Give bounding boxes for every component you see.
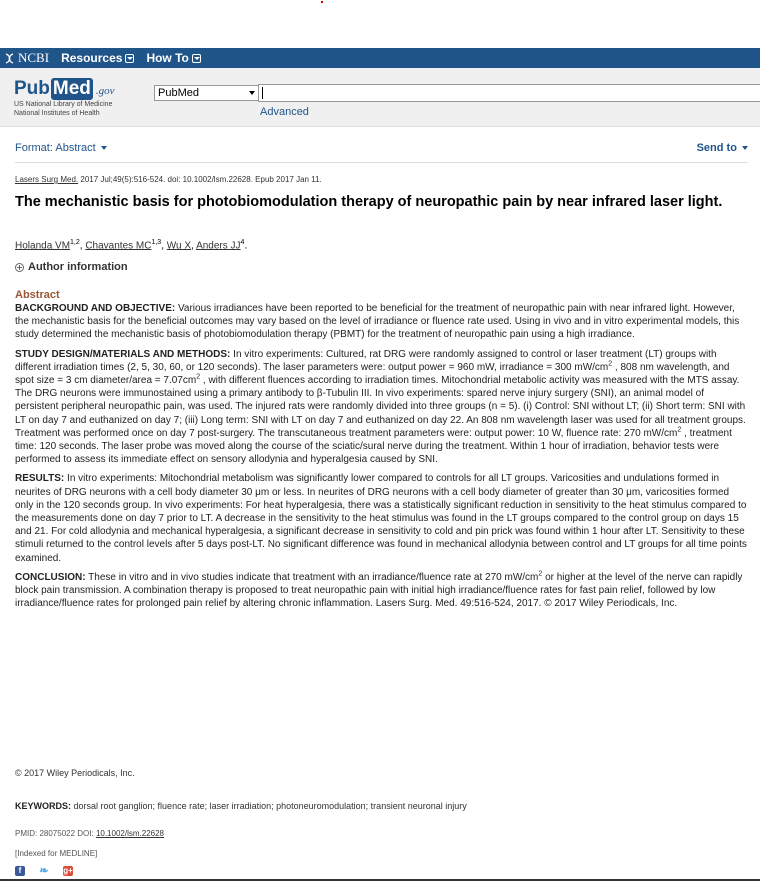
format-label: Format: bbox=[15, 142, 53, 154]
text-caret bbox=[262, 87, 263, 99]
copyright: © 2017 Wiley Periodicals, Inc. bbox=[15, 768, 135, 778]
author-link[interactable]: Wu X bbox=[166, 240, 192, 252]
format-selector[interactable] bbox=[15, 142, 107, 154]
author-list: Holanda VM$^{1,2}$, Chavantes MC$^{1,3}$, Wu X, Anders $JJ^4$. bbox=[15, 239, 248, 252]
pmid-label: PMID: 28075022 DOI: bbox=[15, 829, 96, 838]
article-title: The mechanistic basis for photobiomodulation therapy of neuropathic pain by near infrared laser light. bbox=[15, 194, 723, 210]
author-link[interactable]: Holanda VM bbox=[15, 240, 71, 252]
search-input[interactable] bbox=[258, 84, 760, 102]
section-label: CONCLUSION: bbox=[15, 571, 86, 583]
keywords bbox=[15, 801, 467, 811]
abstract-results bbox=[15, 472, 750, 564]
author-affiliation: 1,3 bbox=[151, 239, 162, 246]
search-header bbox=[0, 68, 760, 127]
howto-menu[interactable] bbox=[146, 51, 200, 65]
logo-pub: Pub bbox=[14, 78, 50, 99]
format-value: Abstract bbox=[55, 142, 96, 154]
pubmed-logo[interactable] bbox=[14, 78, 115, 118]
ncbi-logo-text: NCBI bbox=[18, 50, 50, 65]
author-information-toggle[interactable] bbox=[15, 261, 128, 273]
database-select-value: PubMed bbox=[158, 87, 199, 99]
dropdown-arrow-icon bbox=[742, 146, 748, 150]
abstract-conclusion bbox=[15, 571, 750, 611]
send-to-menu[interactable] bbox=[697, 142, 748, 154]
social-share bbox=[15, 866, 73, 876]
section-text: , with different fluences according to irradiation times. Mitochondrial metabolic activity was measured with the MTS assay. The DRG neurons were immunostained using a primary antibody to β-Tubulin III. In vivo experiments: spared nerve injury surgery (SNI), an animal model of persistent peripheral neuropathic pain, was used. The injured rats were randomly divided into three groups (n = 5). (i) Control: SNI without LT; (ii) Short term: SNI with LT on day 7 and euthanized on day 7; (iii) Long term: SNI with LT on day 7 and euthanized on day 22. An 808 nm wavelength laser was used for all treatment groups. Treatment was performed once on day 7 post-surgery. The transcutaneous treatment parameters were: output power: 10 W, fluence rate: 270 mW/cm bbox=[15, 375, 746, 439]
abstract-methods bbox=[15, 348, 750, 467]
resources-label: Resources bbox=[61, 51, 123, 65]
logo-med: Med bbox=[52, 78, 91, 99]
abstract-heading: Abstract bbox=[15, 289, 60, 301]
section-label: RESULTS: bbox=[15, 473, 65, 485]
abstract bbox=[15, 289, 750, 616]
section-text: , treatment time: 120 seconds. The laser probe was moved along the course of the sciatic/sural nerve during the treatment. Within 1 hour of irradiation, behavior tests were performed to assess its immediate effect on sensory allodynia and hyperalgesia caused by SNI. bbox=[15, 427, 732, 466]
journal-link[interactable]: Lasers Surg Med. bbox=[15, 175, 79, 184]
logo-sub-2: National Institutes of Health bbox=[14, 110, 100, 117]
database-select[interactable] bbox=[154, 85, 260, 101]
superscript: 2 bbox=[538, 570, 543, 578]
author-affiliation: 4 bbox=[240, 239, 245, 246]
author-link[interactable]: Anders JJ bbox=[196, 240, 241, 252]
section-text: These in vitro and in vivo studies indicate that treatment with an irradiance/fluence rate at 270 mW/cm bbox=[85, 571, 539, 583]
send-to-label: Send to bbox=[696, 142, 737, 154]
keywords-label: KEYWORDS: bbox=[15, 801, 71, 811]
indexed-medline: [Indexed for MEDLINE] bbox=[15, 849, 98, 858]
section-text: , 808 nm wavelength, and spot size = 3 cm diameter/area = 7.07cm bbox=[15, 361, 730, 387]
section-text: Various irradiances have been reported to be beneficial for the treatment of neuropathic pain with near infrared light. However, the mechanistic basis for the beneficial outcomes may vary based on the level of irradiance or fluence rate used. Using in vivo and in vitro experimental models, this study determined the mechanistic basis of photobiomodulation therapy (PBMT) for the treatment of neuropathic pain using a high irradiance. bbox=[15, 303, 740, 341]
pmid-doi bbox=[15, 829, 164, 838]
resources-menu[interactable] bbox=[61, 51, 134, 65]
citation-details: 2017 Jul;49(5):516-524. doi: 10.1002/lsm.22628. Epub 2017 Jan 11. bbox=[78, 175, 322, 184]
logo-sub-1: US National Library of Medicine bbox=[14, 101, 113, 108]
citation bbox=[15, 175, 322, 184]
superscript: 2 bbox=[608, 360, 613, 368]
twitter-icon[interactable]: ❧ bbox=[39, 865, 49, 877]
google-plus-icon[interactable]: g+ bbox=[63, 866, 73, 875]
ncbi-helix-icon bbox=[4, 53, 15, 64]
author-affiliation: 1,2 bbox=[70, 239, 80, 246]
superscript: 2 bbox=[196, 373, 201, 381]
section-label: STUDY DESIGN/MATERIALS AND METHODS: bbox=[15, 348, 231, 360]
section-label: BACKGROUND AND OBJECTIVE: bbox=[15, 303, 176, 314]
ncbi-bar bbox=[0, 48, 760, 68]
chevron-down-icon bbox=[125, 54, 134, 63]
dropdown-arrow-icon bbox=[249, 91, 255, 95]
section-text: In vitro experiments: Mitochondrial metabolism was significantly lower compared to controls for all LT groups. Varicosities and undulations formed in neurites of DRG neurons with a cell body diameter 30 μm or less. In neurites of DRG neurons with a cell body diameter of greater than 30 μm, varicosities formed only in the 120 seconds group. In vivo experiments: For heat hyperalgesia, there was a statistically significant reduction in sensitivity to the heat stimulus compared to the measurements done on day 7 prior to LT. A decrease in the sensitivity to the heat stimulus was found in the LT groups compared to the control group on days 15 and 21. For cold allodynia and mechanical hyperalgesia, a significant decrease in sensitivity to cold and pin prick was found within 1 hour after LT. Sensitivity to these stimuli returned to the control levels after 5 days post-LT. No significant difference was found in mechanical allodynia between control and LT groups for all time points examined. bbox=[15, 473, 747, 564]
superscript: 2 bbox=[677, 426, 682, 434]
ncbi-logo[interactable] bbox=[4, 50, 49, 66]
doi-link[interactable]: 10.1002/lsm.22628 bbox=[95, 829, 164, 838]
expand-plus-icon bbox=[15, 263, 24, 272]
stray-dot bbox=[321, 1, 323, 3]
author-link[interactable]: Chavantes MC bbox=[85, 240, 152, 252]
section-text: or higher at the level of the nerve can rapidly block pain transmission. A combination therapy is proposed to treat neuropathic pain with initial high irradiance/fluence rates for fast pain relief, followed by low irradiance/fluence rates for prolonged pain relief by altering chronic inflammation. Lasers Surg. Med. 49:516-524, 2017. © 2017 Wiley Periodicals, Inc. bbox=[15, 571, 743, 610]
dropdown-arrow-icon bbox=[101, 146, 107, 150]
abstract-background bbox=[15, 302, 750, 342]
keywords-text: dorsal root ganglion; fluence rate; laser irradiation; photoneuromodulation; transient neuronal injury bbox=[71, 801, 467, 811]
advanced-search-link[interactable]: Advanced bbox=[260, 106, 309, 118]
chevron-down-icon bbox=[192, 54, 201, 63]
facebook-icon[interactable]: f bbox=[15, 866, 25, 876]
logo-gov: .gov bbox=[95, 85, 115, 97]
divider bbox=[15, 162, 748, 163]
howto-label: How To bbox=[146, 51, 189, 65]
section-text: In vitro experiments: Cultured, rat DRG were randomly assigned to control or laser treatment (LT) groups with different irradiation times (2, 5, 30, 60, or 120 seconds). The laser parameters were: output power = 960 mW, irradiance = 300 mW/cm bbox=[15, 348, 717, 373]
author-information-label: Author information bbox=[28, 261, 128, 273]
